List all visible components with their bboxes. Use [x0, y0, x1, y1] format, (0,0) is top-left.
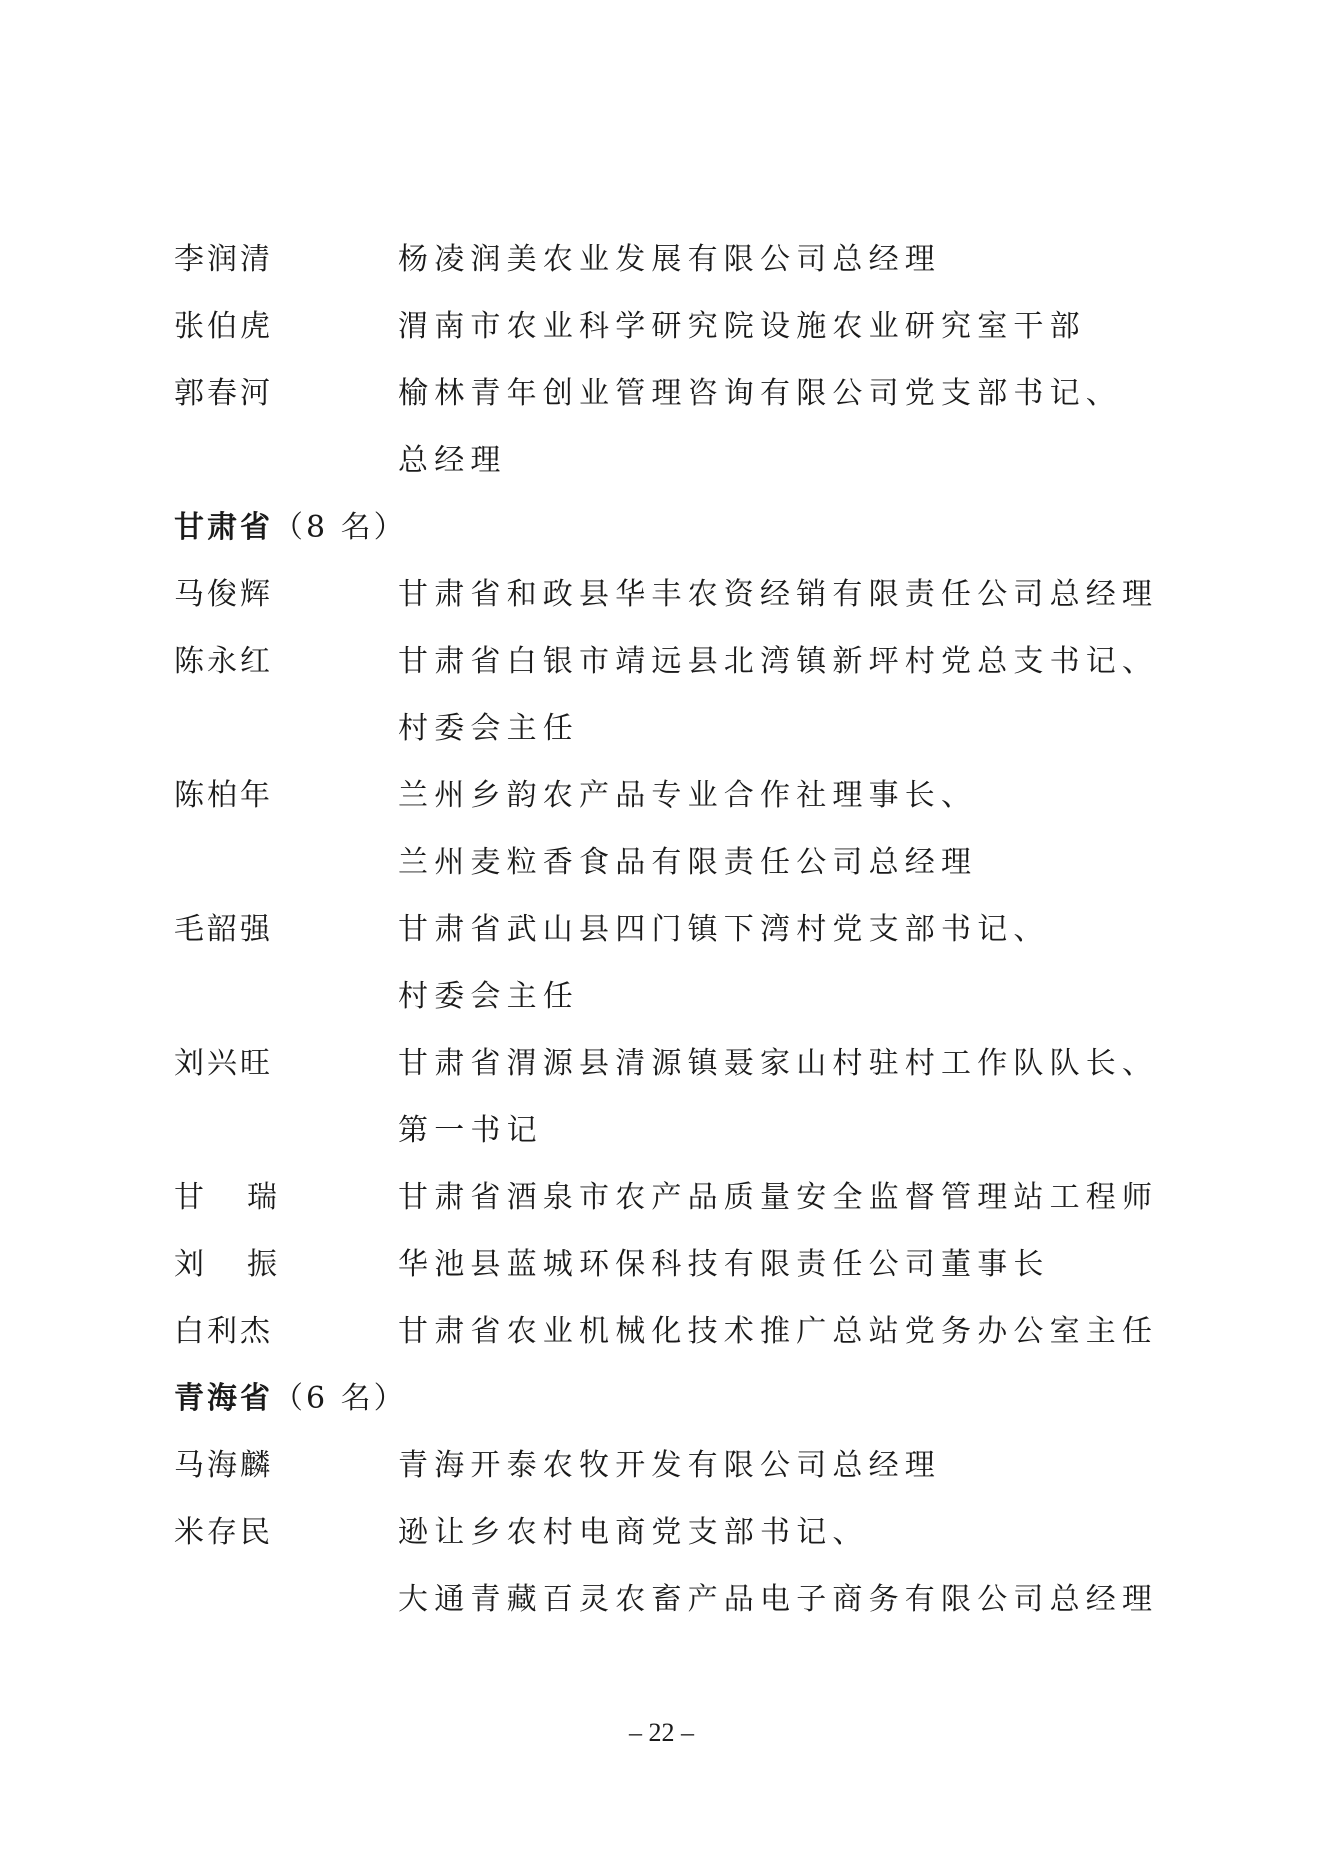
title-line: 甘肃省酒泉市农产品质量安全监督管理站工程师: [398, 1180, 1159, 1215]
province-name: 甘肃省: [174, 510, 273, 545]
person-title: [398, 1030, 1174, 1164]
person-title: [398, 226, 1174, 293]
section-heading-gansu: [174, 494, 1174, 561]
name-list: [174, 226, 1174, 1633]
list-item: [174, 561, 1174, 628]
list-item: [174, 226, 1174, 293]
person-name: 陈柏年: [174, 778, 273, 813]
person-name: 毛韶强: [174, 912, 273, 947]
province-name: 青海省: [174, 1381, 273, 1416]
list-item: [174, 1164, 1174, 1231]
list-item: [174, 1030, 1174, 1164]
person-title: [398, 762, 1174, 896]
province-count: （8 名）: [273, 510, 407, 545]
list-item: [174, 360, 1174, 494]
list-item: [174, 896, 1174, 1030]
title-line: 甘肃省武山县四门镇下湾村党支部书记、: [398, 912, 1050, 947]
province-count: （6 名）: [273, 1381, 407, 1416]
person-name: 米存民: [174, 1515, 273, 1550]
person-title: [398, 628, 1174, 762]
title-line: 兰州乡韵农产品专业合作社理事长、: [398, 778, 978, 813]
person-title: [398, 293, 1174, 360]
title-line: 大通青藏百灵农畜产品电子商务有限公司总经理: [398, 1582, 1159, 1617]
page-number: – 22 –: [629, 1718, 694, 1747]
title-line: 华池县蓝城环保科技有限责任公司董事长: [398, 1247, 1050, 1282]
title-line: 兰州麦粒香食品有限责任公司总经理: [398, 845, 978, 880]
title-line: 村委会主任: [398, 711, 579, 746]
title-line: 甘肃省渭源县清源镇聂家山村驻村工作队队长、: [398, 1046, 1159, 1081]
person-name: 马海麟: [174, 1448, 273, 1483]
list-item: [174, 1298, 1174, 1365]
title-line: 总经理: [398, 443, 507, 478]
list-item: [174, 1432, 1174, 1499]
list-item: [174, 628, 1174, 762]
title-line: 逊让乡农村电商党支部书记、: [398, 1515, 869, 1550]
person-title: [398, 1164, 1174, 1231]
list-item: [174, 1499, 1174, 1633]
person-name: 郭春河: [174, 376, 273, 411]
title-line: 村委会主任: [398, 979, 579, 1014]
section-heading-qinghai: [174, 1365, 1174, 1432]
person-name: 刘兴旺: [174, 1046, 273, 1081]
person-title: [398, 360, 1174, 494]
person-title: [398, 1231, 1174, 1298]
title-line: 杨凌润美农业发展有限公司总经理: [398, 242, 941, 277]
person-name: 白利杰: [174, 1314, 273, 1349]
list-item: [174, 762, 1174, 896]
person-title: [398, 561, 1174, 628]
list-item: [174, 293, 1174, 360]
person-name: 陈永红: [174, 644, 273, 679]
person-name: 刘振: [174, 1247, 320, 1282]
title-line: 第一书记: [398, 1113, 543, 1148]
title-line: 甘肃省和政县华丰农资经销有限责任公司总经理: [398, 577, 1159, 612]
person-title: [398, 1432, 1174, 1499]
person-title: [398, 1499, 1174, 1633]
list-item: [174, 1231, 1174, 1298]
title-line: 甘肃省农业机械化技术推广总站党务办公室主任: [398, 1314, 1159, 1349]
person-title: [398, 1298, 1174, 1365]
title-line: 渭南市农业科学研究院设施农业研究室干部: [398, 309, 1086, 344]
person-name: 甘瑞: [174, 1180, 320, 1215]
title-line: 青海开泰农牧开发有限公司总经理: [398, 1448, 941, 1483]
person-title: [398, 896, 1174, 1030]
person-name: 马俊辉: [174, 577, 273, 612]
person-name: 李润清: [174, 242, 273, 277]
title-line: 榆林青年创业管理咨询有限公司党支部书记、: [398, 376, 1122, 411]
person-name: 张伯虎: [174, 309, 273, 344]
title-line: 甘肃省白银市靖远县北湾镇新坪村党总支书记、: [398, 644, 1159, 679]
